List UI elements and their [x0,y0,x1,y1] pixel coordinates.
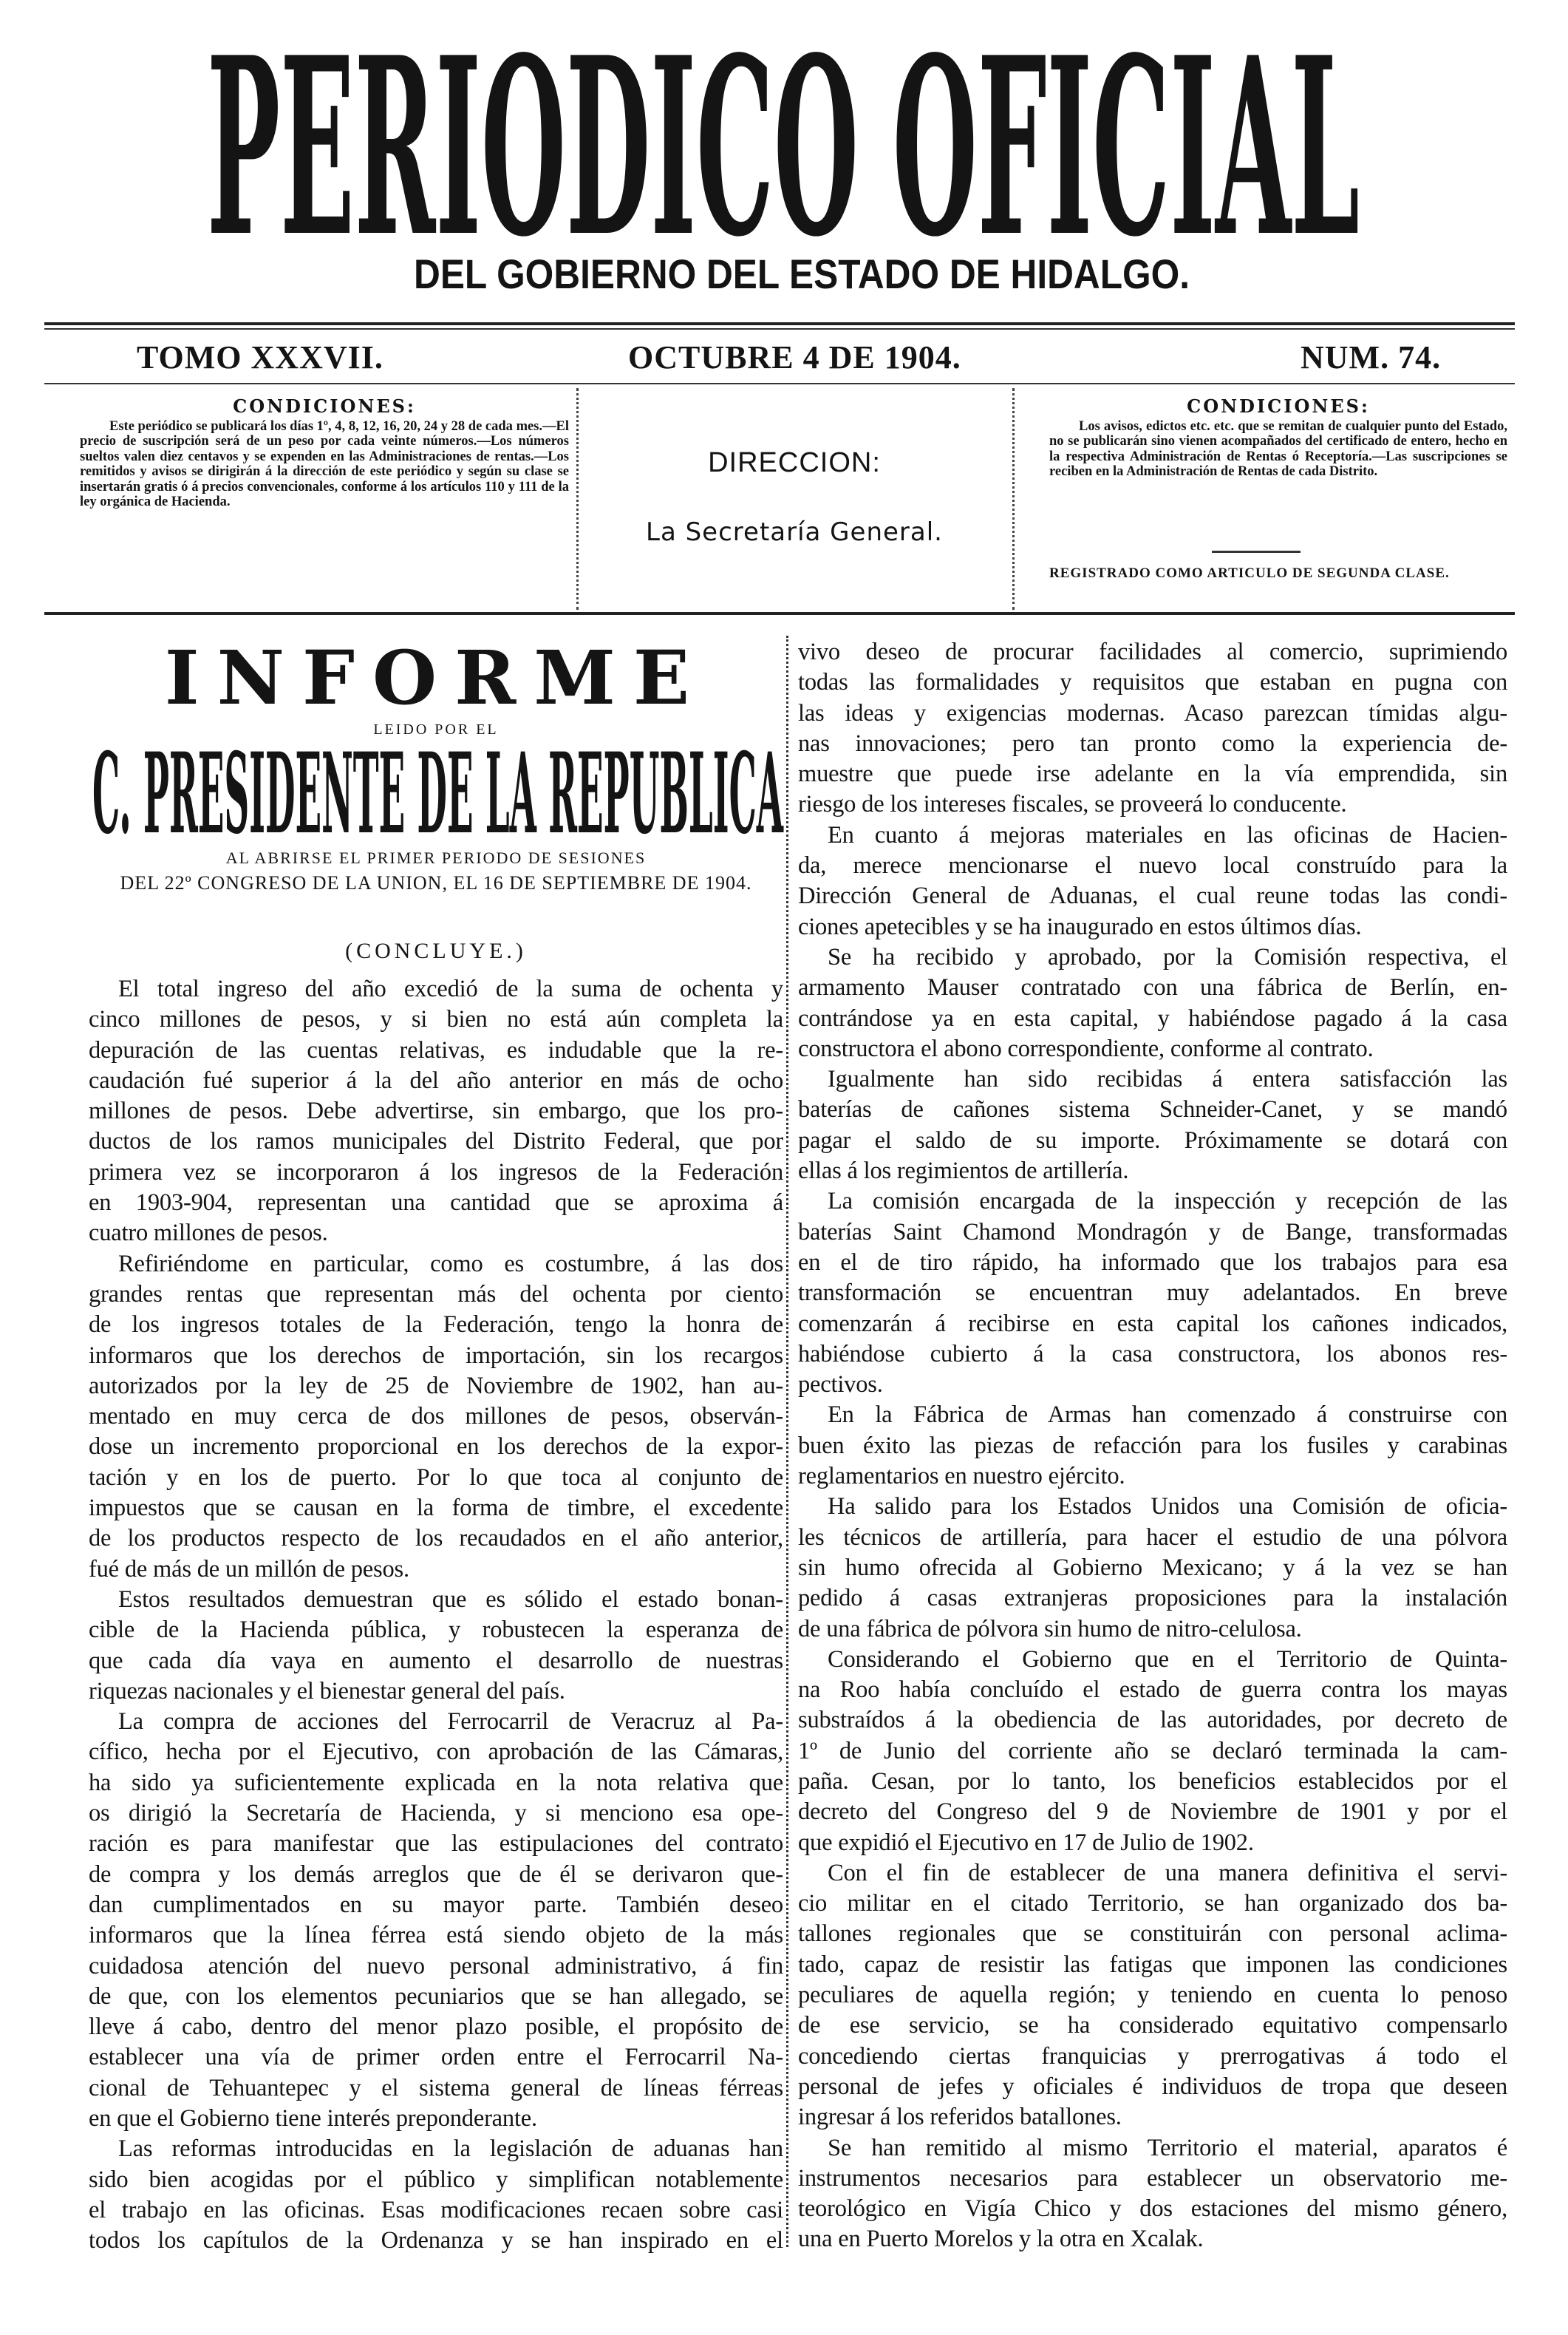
paragraph-line: concediendo ciertas franquicias y prerrogativas á todo el [798,2042,1507,2070]
header-rule-top-thin [44,328,1515,330]
paragraph-line: primera vez se incorporaron á los ingresos de la Federación [89,1158,783,1186]
paragraph-line: pectivos. [798,1371,883,1398]
masthead-subtitle [414,250,1190,296]
article-paragraph [89,974,783,1249]
paragraph-line: cuatro millones de pesos. [89,1220,328,1247]
paragraph-line: de que, con los elementos pecuniarios que se han allegado, se [89,1982,783,2010]
paragraph-line: da, merece mencionarse el nuevo local construído para la [798,852,1507,880]
paragraph-line: autorizados por la ley de 25 de Noviembre de 1902, han au- [89,1372,783,1399]
paragraph-line: Igualmente han sido recibidas á entera satisfacción las [828,1066,1507,1093]
column-rule [786,636,788,2247]
paragraph-line: vivo deseo de procurar facilidades al comercio, suprimiendo [798,639,1507,665]
registrado-note: REGISTRADO COMO ARTICULO DE SEGUNDA CLASE. [1049,565,1450,581]
paragraph-line: mentado en muy cerca de dos millones de pesos, observán- [89,1403,783,1430]
article-paragraph [89,2134,783,2256]
paragraph-line: ingresar á los referidos batallones. [798,2104,1122,2131]
paragraph-line: riquezas nacionales y el bienestar general del país. [89,1677,565,1704]
paragraph-line: depuración de las cuentas relativas, es indudable que la re- [89,1036,783,1064]
article-paragraph [798,1186,1507,1400]
paragraph-line: armamento Mauser contratado con una fábrica de Berlín, en- [798,974,1507,1002]
paragraph-line: establecer una vía de primer orden entre el Ferrocarril Na- [89,2044,783,2071]
paragraph-line: cible de la Hacienda pública, y robustecen la esperanza de [89,1617,783,1644]
article-presidente-text: C. PRESIDENTE DE LA REPUBLICA [92,729,784,859]
issue-tomo: TOMO XXXVII. [137,339,384,375]
paragraph-line: cífico, hecha por el Ejecutivo, con aprobación de las Cámaras, [89,1738,783,1766]
paragraph-line: Con el fin de establecer de una manera definitiva el servi- [828,1859,1507,1886]
paragraph-line: Las reformas introducidas en la legislación de aduanas han [118,2135,783,2163]
issue-date: OCTUBRE 4 DE 1904. [628,339,961,375]
article-paragraph [798,820,1507,942]
article-concluye: (CONCLUYE.) [345,939,527,963]
paragraph-line: en el de tiro rápido, ha informado que los trabajos para esa [798,1248,1507,1276]
paragraph-line: La comisión encargada de la inspección y recepción de las [828,1188,1507,1215]
conditions-right-text: Los avisos, edictos etc. etc. que se remitan de cualquier punto del Estado, no se publicarán sino vienen acompañados del certificado de entero, hecho en la respectiva Administración de Rentas ó Receptoría.—Las suscripciones se reciben en la Administración de Rentas de cada Distrito. [1049,418,1507,479]
paragraph-line: La compra de acciones del Ferrocarril de Veracruz al Pa- [118,1708,783,1736]
paragraph-line: de ese servicio, se ha considerado equitativo compensarlo [798,2012,1507,2039]
paragraph-line: una en Puerto Morelos y la otra en Xcalak. [798,2226,1204,2253]
paragraph-line: decreto del Congreso del 9 de Noviembre de 1901 y por el [798,1798,1507,1826]
paragraph-line: muestre que puede irse adelante en la vía emprendida, sin [798,761,1507,788]
article-paragraph [89,1585,783,1707]
article-paragraph [798,942,1507,1064]
paragraph-line: reglamentarios en nuestro ejército. [798,1463,1125,1490]
paragraph-line: cinco millones de pesos, y si bien no está aún completa la [89,1006,783,1033]
conditions-left-text: Este periódico se publicará los días 1º, 4, 8, 12, 16, 20, 24 y 28 de cada mes.—El precio de suscripción será de un peso por cada veinte números.—Los números sueltos valen diez centavos y se expenden en las Administraciones de rentas.—Los remitidos y avisos se dirigirán á la dirección de este periódico y según su clase se insertarán gratis ó á precios convencionales, conforme á los artículos 110 y 111 de la ley orgánica de Hacienda. [80,418,569,509]
issue-number: NUM. 74. [1301,339,1442,375]
paragraph-line: ductos de los ramos municipales del Distrito Federal, que por [89,1128,783,1155]
paragraph-line: cional de Tehuantepec y el sistema general de líneas férreas [89,2074,783,2101]
paragraph-line: que cada día vaya en aumento el desarrollo de nuestras [89,1647,783,1674]
paragraph-line: caudación fué superior á la del año anterior en más de ocho [89,1067,783,1094]
paragraph-line: todos los capítulos de la Ordenanza y se han inspirado en el [89,2227,783,2254]
paragraph-line: sido bien acogidas por el público y simplifican notablemente [89,2166,783,2193]
article-left-column [89,974,783,2256]
article-paragraph [89,1707,783,2134]
paragraph-line: Ha salido para los Estados Unidos una Comisión de oficia- [828,1493,1507,1520]
paragraph-line: Se han remitido al mismo Territorio el material, aparatos é [828,2134,1507,2161]
paragraph-line: paña. Cesan, por lo tanto, los beneficios establecidos por el [798,1767,1507,1795]
paragraph-line: millones de pesos. Debe advertirse, sin embargo, que los pro- [89,1098,783,1125]
direccion-label: DIRECCION: [708,447,881,478]
article-paragraph [798,1492,1507,1644]
article-occasion-line1: AL ABRIRSE EL PRIMER PERIODO DE SESIONES [225,849,647,867]
paragraph-line: de los productos respecto de los recaudados en el año anterior, [89,1525,783,1552]
article-paragraph [798,2133,1507,2255]
paragraph-line: les técnicos de artillería, para hacer el estudio de una pólvora [798,1523,1507,1551]
paragraph-line: pagar el saldo de su importe. Próximamente se dotará con [798,1126,1507,1154]
conditions-right-box [1049,395,1507,480]
paragraph-line: grandes rentas que representan más del ochenta por ciento [89,1280,783,1308]
masthead-subtitle-text: DEL GOBIERNO DEL ESTADO DE HIDALGO. [414,251,1190,297]
header-rule-mid [44,383,1515,384]
paragraph-line: informaros que los derechos de importación, sin los recargos [89,1342,783,1369]
paragraph-line: teorológico en Vigía Chico y dos estaciones del mismo género, [798,2195,1507,2223]
paragraph-line: En la Fábrica de Armas han comenzado á construirse con [828,1401,1507,1429]
paragraph-line: Dirección General de Aduanas, el cual reune todas las condi- [798,883,1507,910]
article-paragraph [89,1249,783,1585]
paragraph-line: baterías de cañones sistema Schneider-Canet, y se mandó [798,1096,1507,1124]
paragraph-line: sin humo ofrecida al Gobierno Mexicano; y á la vez se han [798,1554,1507,1581]
paragraph-line: comenzarán á recibirse en esta capital los cañones indicados, [798,1310,1507,1337]
paragraph-line: Se ha recibido y aprobado, por la Comisión respectiva, el [828,943,1507,971]
masthead-title-text: PERIODICO OFICIAL [207,4,1360,290]
paragraph-line: cio militar en el citado Territorio, se han organizado dos ba- [798,1890,1507,1917]
paragraph-line: riesgo de los intereses fiscales, se proveerá lo conducente. [798,791,1347,818]
paragraph-line: os dirigió la Secretaría de Hacienda, y si menciono esa ope- [89,1800,783,1827]
paragraph-line: dan cumplimentados en su mayor parte. También deseo [89,1891,783,1918]
paragraph-line: tallones regionales que se constituirán con personal aclima- [798,1920,1507,1948]
header-rule-top [44,322,1515,325]
paragraph-line: pedido á casas extranjeras proposiciones para la instalación [798,1585,1507,1612]
paragraph-line: lleve á cabo, dentro del menor plazo posible, el propósito de [89,2013,783,2041]
paragraph-line: fué de más de un millón de pesos. [89,1555,409,1583]
article-paragraph [798,1400,1507,1492]
paragraph-line: cuidadosa atención del nuevo personal administrativo, á fin [89,1952,783,1979]
article-paragraph [798,1645,1507,1858]
paragraph-line: ciones apetecibles y se ha inaugurado en estos últimos días. [798,913,1362,940]
paragraph-line: ellas á los regimientos de artillería. [798,1158,1129,1185]
paragraph-line: na Roo había concluído el estado de guerra contra los mayas [798,1676,1507,1704]
direccion-value: La Secretaría General. [646,517,943,547]
conditions-left-box [80,395,569,510]
paragraph-line: buen éxito las piezas de refacción para los fusiles y carabinas [798,1432,1507,1459]
article-leido: LEIDO POR EL [373,721,499,738]
paragraph-line: las ideas y exigencias modernas. Acaso parezcan tímidas algu- [798,699,1507,727]
paragraph-line: personal de jefes y oficiales é individuos de tropa que deseen [798,2073,1507,2100]
paragraph-line: todas las formalidades y requisitos que estaban en pugna con [798,669,1507,696]
paragraph-line: ración es para manifestar que las estipulaciones del contrato [89,1830,783,1858]
paragraph-line: Refiriéndome en particular, como es costumbre, á las dos [118,1250,783,1277]
header-rule-bottom [44,612,1515,615]
paragraph-line: en 1903-904, representan una cantidad que se aproxima á [89,1189,783,1217]
article-right-column [798,637,1507,2255]
paragraph-line: informaros que la línea férrea está siendo objeto de la más [89,1922,783,1949]
article-occasion-line2: DEL 22º CONGRESO DE LA UNION, EL 16 DE SEPTIEMBRE DE 1904. [120,872,752,894]
paragraph-line: peculiares de aquella región; y teniendo en cuenta lo penoso [798,1982,1507,2009]
paragraph-line: instrumentos necesarios para establecer un observatorio me- [798,2164,1507,2192]
paragraph-line: de los ingresos totales de la Federación, tengo la honra de [89,1311,783,1339]
paragraph-line: habiéndose cubierto á la casa constructora, los abonos res- [798,1340,1507,1367]
paragraph-line: impuestos que se causan en la forma de timbre, el excedente [89,1495,783,1522]
paragraph-line: tado, capaz de resistir las fatigas que imponen las condiciones [798,1951,1507,1978]
paragraph-line: El total ingreso del año excedió de la suma de ochenta y [118,976,783,1002]
paragraph-line: substraídos á la obediencia de las autoridades, por decreto de [798,1707,1507,1734]
article-paragraph [798,637,1507,820]
paragraph-line: dose un incremento proporcional en los derechos de la expor- [89,1433,783,1461]
paragraph-line: constructora el abono correspondiente, conforme al contrato. [798,1035,1374,1062]
paragraph-line: nas innovaciones; pero tan pronto como la experiencia de- [798,730,1507,757]
paragraph-line: transformación se encuentran muy adelantados. En breve [798,1279,1507,1307]
paragraph-line: de una fábrica de pólvora sin humo de nitro-celulosa. [798,1615,1302,1642]
paragraph-line: el trabajo en las oficinas. Esas modificaciones recaen sobre casi [89,2196,783,2223]
conditions-right-divider [1212,551,1301,553]
article-title: INFORME [164,634,708,721]
paragraph-line: tación y en los de puerto. Por lo que toca al conjunto de [89,1464,783,1491]
paragraph-line: de compra y los demás arreglos que de él se derivaron que- [89,1860,783,1888]
article-paragraph [798,1064,1507,1186]
paragraph-line: En cuanto á mejoras materiales en las oficinas de Hacien- [828,821,1507,849]
paragraph-line: ha sido ya suficientemente explicada en la nota relativa que [89,1769,783,1796]
paragraph-line: baterías Saint Chamond Mondragón y de Bange, transformadas [798,1218,1507,1245]
paragraph-line: 1º de Junio del corriente año se declaró terminada la cam- [798,1737,1507,1764]
article-paragraph [798,1858,1507,2133]
paragraph-line: Considerando el Gobierno que en el Territorio de Quinta- [828,1645,1507,1673]
paragraph-line: Estos resultados demuestran que es sólido el estado bonan- [118,1585,783,1613]
box-separator-left [576,388,579,610]
paragraph-line: en que el Gobierno tiene interés preponderante. [89,2104,537,2132]
box-separator-right [1012,388,1015,610]
conditions-right-heading: CONDICIONES: [1187,395,1370,417]
conditions-left-heading: CONDICIONES: [233,395,416,417]
paragraph-line: que expidió el Ejecutivo en 17 de Julio de 1902. [798,1829,1254,1856]
paragraph-line: contrándose ya en esta capital, y habiéndose pagado á la casa [798,1005,1507,1032]
